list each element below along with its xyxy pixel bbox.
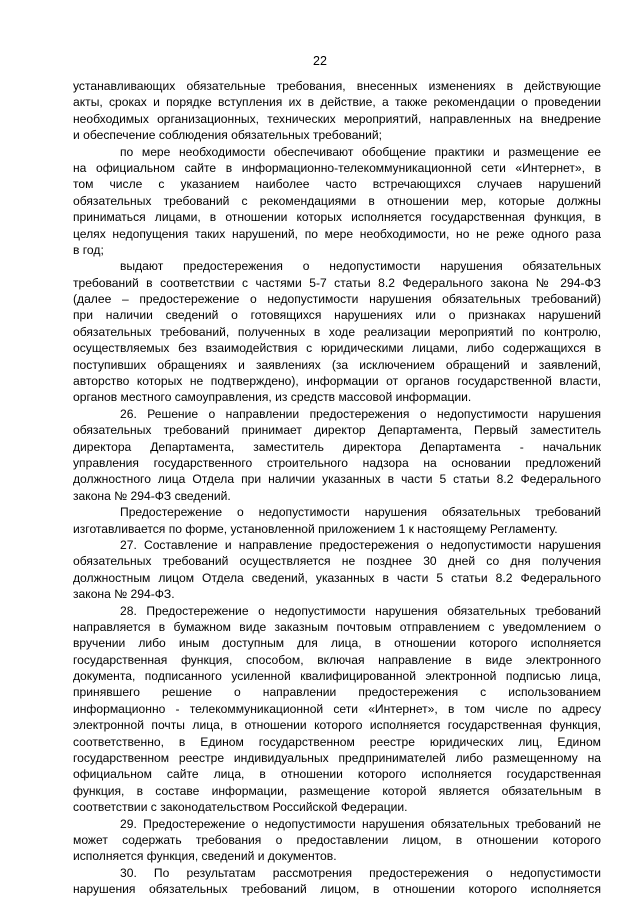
text-line: обязательных требований осуществляется не позднее 30 дней со дня получения <box>73 554 601 569</box>
paragraph-p-generalization <box>73 144 601 259</box>
text-line: на официальном сайте в информационно-телекоммуникационной сети «Интернет», в <box>73 160 601 175</box>
text-line: осуществляемых без взаимодействия с юридическими лицами, либо содержащихся в <box>73 341 601 356</box>
text-line: государственном реестре индивидуальных предпринимателей либо размещенному на <box>73 751 601 766</box>
text-line: целях недопущения таких нарушений, по мере необходимости, но не реже одного раза <box>73 226 601 241</box>
paragraph-p-warnings <box>73 258 601 406</box>
paragraph-p-27 <box>73 537 601 603</box>
document-body <box>73 78 601 898</box>
text-line: принявшего решение о направлении предостережения с использованием <box>73 685 601 700</box>
text-line: акты, сроках и порядке вступления их в действие, а также рекомендации о проведении <box>73 95 601 110</box>
text-line: и обеспечение соблюдения обязательных требований; <box>73 128 382 143</box>
text-line: авторство которых не подтверждено), информации от органов государственной власти, <box>73 374 601 389</box>
text-line: направляется в бумажном виде заказным почтовым отправлением с уведомлением о <box>73 619 601 634</box>
text-line: органов местного самоуправления, из средств массовой информации. <box>73 390 472 405</box>
text-line: 26. Решение о направлении предостережения о недопустимости нарушения <box>120 406 601 421</box>
text-line: поступивших обращениях и заявлениях (за исключением обращений и заявлений, <box>73 357 601 372</box>
text-line: должностного лица Отдела при наличии указанных в части 5 статьи 8.2 Федерального <box>73 472 601 487</box>
text-line: официальном сайте лица, в отношении которого исполняется государственная <box>73 767 601 782</box>
text-line: Предостережение о недопустимости нарушения обязательных требований <box>120 505 601 520</box>
text-line: 28. Предостережение о недопустимости нарушения обязательных требований <box>120 603 601 618</box>
text-line: информационно - телекоммуникационной сети «Интернет», в том числе по адресу <box>73 701 601 716</box>
text-line: изготавливается по форме, установленной приложением 1 к настоящему Регламенту. <box>73 521 558 536</box>
text-line: директора Департамента, заместитель директора Департамента - начальник <box>73 439 601 454</box>
text-line: обязательных требований с рекомендациями в отношении мер, которые должны <box>73 193 601 208</box>
paragraph-p-26-form <box>73 504 601 537</box>
text-line: должностным лицом Отдела сведений, указанных в части 5 статьи 8.2 Федерального <box>73 570 601 585</box>
text-line: обязательных требований принимает директор Департамента, Первый заместитель <box>73 423 601 438</box>
paragraph-p-30 <box>73 865 601 898</box>
text-line: том числе с указанием наиболее часто встречающихся случаев нарушений <box>73 177 601 192</box>
text-line: нарушения обязательных требований лицом, в отношении которого исполняется <box>73 882 601 897</box>
text-line: закона № 294-ФЗ. <box>73 587 175 602</box>
text-line: устанавливающих обязательные требования, внесенных изменениях в действующие <box>73 79 601 93</box>
text-line: вручении либо иным доступным для лица, в отношении которого исполняется <box>73 636 601 651</box>
paragraph-p-continued <box>73 78 601 144</box>
page-number: 22 <box>313 54 327 68</box>
text-line: 27. Составление и направление предостережения о недопустимости нарушения <box>120 537 601 552</box>
text-line: выдают предостережения о недопустимости нарушения обязательных <box>120 259 601 274</box>
paragraph-p-28 <box>73 603 601 816</box>
text-line: государственная функция, способом, включая направление в виде электронного <box>73 652 601 667</box>
text-line: необходимых организационных, технических мероприятий, направленных на внедрение <box>73 111 601 126</box>
text-line: 29. Предостережение о недопустимости нарушения обязательных требований не <box>120 816 601 831</box>
text-line: при наличии сведений о готовящихся нарушениях или о признаках нарушений <box>73 308 601 323</box>
text-line: обязательных требований, полученных в ходе реализации мероприятий по контролю, <box>73 324 601 339</box>
text-line: по мере необходимости обеспечивают обобщение практики и размещение ее <box>120 144 601 159</box>
paragraph-p-26 <box>73 406 601 504</box>
text-line: (далее – предостережение о недопустимости нарушения обязательных требований) <box>73 292 601 307</box>
text-line: приниматься лицами, в отношении которых исполняется государственная функция, в <box>73 210 601 225</box>
text-line: исполняется функция, сведений и документов. <box>73 849 337 864</box>
text-line: электронной почты лица, в отношении которого исполняется государственная функция, <box>73 718 601 733</box>
text-line: функция, в составе информации, размещение которой является обязательным в <box>73 783 601 798</box>
text-line: управления государственного строительного надзора на основании предложений <box>73 455 601 470</box>
paragraph-p-29 <box>73 816 601 865</box>
text-line: соответствии с законодательством Российской Федерации. <box>73 800 408 815</box>
text-line: закона № 294-ФЗ сведений. <box>73 488 231 503</box>
text-line: соответственно, в Едином государственном реестре юридических лиц, Едином <box>73 734 601 749</box>
text-line: может содержать требования о предоставлении лицом, в отношении которого <box>73 832 601 847</box>
text-line: 30. По результатам рассмотрения предостережения о недопустимости <box>120 865 601 880</box>
text-line: в год; <box>73 242 104 257</box>
text-line: требований в соответствии с частями 5-7 статьи 8.2 Федерального закона № 294-ФЗ <box>73 275 601 290</box>
text-line: документа, подписанного усиленной квалифицированной электронной подписью лица, <box>73 669 601 684</box>
